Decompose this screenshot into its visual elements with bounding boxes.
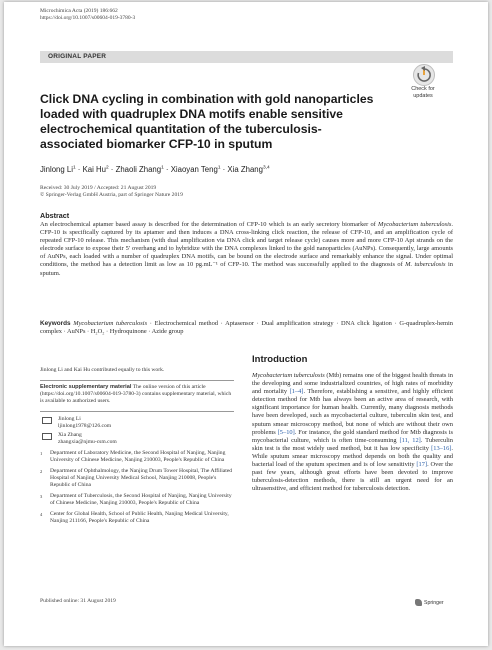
paper-page [4, 2, 488, 646]
springer-horse-icon [415, 599, 422, 606]
keywords [40, 320, 453, 336]
contribution-note: Jinlong Li and Kai Hu contributed equally to this work. [40, 367, 165, 373]
doi-link[interactable]: https://doi.org/10.1007/s00604-019-3780-3 [40, 15, 136, 21]
author-email[interactable]: ljinlong1978@126.com [58, 423, 112, 429]
author-email[interactable]: zhangxia@njmu-csm.com [58, 439, 117, 445]
corresponding-author: Jinlong Li [58, 416, 81, 422]
keywords-label: Keywords [40, 320, 71, 327]
envelope-icon [42, 417, 52, 424]
check-for-updates-badge[interactable] [402, 64, 444, 104]
badge-line1: Check for [411, 86, 435, 92]
corresponding-author: Xia Zhang [58, 432, 82, 438]
copyright-line: © Springer-Verlag GmbH Austria, part of Springer Nature 2019 [40, 192, 183, 199]
correspondence-block [40, 411, 234, 446]
journal-header [40, 8, 135, 22]
badge-line2: updates [413, 92, 433, 99]
citation-link[interactable]: [5–10] [277, 428, 295, 436]
received-accepted: Received: 30 July 2019 / Accepted: 21 August 2019 [40, 185, 157, 191]
author[interactable]: Zhaoli Zhang$^1$ [115, 165, 164, 174]
introduction-body: Mycobacterium tuberculosis (Mtb) remains one of the biggest health threats in the developing and some industrialized countries, of high rates of morbidity and mortality [1–4]. Therefore, establishing a sensitive, and highly efficient detection method for Mtb has always been an active area of research, with significant importance for human health. Currently, many diagnosis methods have been developed, such as mycobacterial culture, tuberculin skin test, and sputum smear microscopy method, but none of which are without their own problems [5–10]. For instance, the gold standard method for Mtb diagnosis is mycobacterial culture, which is often time-consuming [11, 12]. Tuberculin skin test is the most widely used method, but it has low specificity [13–16]. While sputum smear microscopy method depends on both the quality and bacterial load of the sputum specimen and is of low sensitivity [17]. Over the past few years, although great efforts have been devoted to improve tuberculosis-detection methods, there is still an urgent need for an ultrasensitive, and efficient method for tuberculosis detection. [252, 372, 453, 493]
author[interactable]: Xia Zhang$^{3,4}$ [227, 165, 270, 174]
published-online: Published online: 31 August 2019 [40, 598, 116, 604]
affiliation: 3 Department of Tuberculosis, the Second Hospital of Nanjing, Nanjing University of Chinese Medicine, Nanjing 210003, People's Republic of China [40, 493, 232, 506]
front-matter-notes [40, 367, 234, 525]
esm-note: Electronic supplementary material The online version of this article (https://doi.org/10.1007/s00604-019-3780-3) contains supplementary material, which is available to authorized users. [40, 380, 234, 405]
author[interactable]: Jinlong Li$^1$ [40, 165, 76, 174]
abstract-body: An electrochemical aptamer based assay is described for the determination of CFP-10 which is an early secretory biomarker of Mycobacterium tuberculosis. CFP-10 is specifically captured by its aptamer and then induces a DNA cross-linking click reaction, the release of CFP-10, and an amplification cycle of repeated CFP-10 release. This mechanism (with dual amplification via DNA click and target release cycle) causes more and more CFP-10 Apt strands on the electrode surface to expose their 5′ overhang and to hybridize with the DNA complexes linked to the gold nanoparticles (AuNPs). Consequently, large amounts of AuNPs, each loaded with a number of quadruplex DNA motifs, can be bound on the electrode surface and remarkably enhance the signal. Under optimal conditions, the method has a detection limit as low as 10 pg.mL⁻¹ of CFP-10. The method was successfully applied to the diagnosis of M. tuberculosis in sputum. [40, 221, 453, 277]
introduction-heading: Introduction [252, 354, 308, 365]
citation-link[interactable]: [13–16] [431, 444, 452, 452]
envelope-icon [42, 433, 52, 440]
article-dates [40, 185, 183, 199]
citation-link[interactable]: [1–4] [289, 388, 304, 396]
section-label: ORIGINAL PAPER [48, 53, 107, 60]
keyword-list: · Electrochemical method · Aptasensor · Dual amplification strategy · DNA click ligation · G-quadruplex-hemin complex · AuNPs · H₂O₂ · Hydroquinone · Azide group [40, 320, 453, 336]
section-banner [40, 51, 453, 63]
journal-name: Microchimica Acta [40, 8, 83, 14]
author[interactable]: Kai Hu$^2$ [82, 165, 109, 174]
affiliation: 4 Center for Global Health, School of Public Health, Nanjing Medical University, Nanjing 211166, People's Republic of China [40, 511, 229, 524]
affiliation: 2 Department of Ophthalmology, the Nanjing Drum Tower Hospital, The Affiliated Hospital of Nanjing University Medical School, Nanjing 210008, People's Republic of China [40, 468, 233, 488]
affiliation: 1 Department of Laboratory Medicine, the Second Hospital of Nanjing, Nanjing University of Chinese Medicine, Nanjing 210003, People's Republic of China [40, 450, 226, 463]
citation-link[interactable]: [17] [416, 461, 428, 469]
abstract-heading: Abstract [40, 211, 70, 220]
publisher-logo [415, 599, 444, 606]
paper-title: Click DNA cycling in combination with gold nanoparticles loaded with quadruplex DNA motifs enable sensitive electrochemical quantitation of the tuberculosis-associated biomarker CFP-10 in sputum [40, 92, 374, 151]
publisher-name: Springer [424, 599, 444, 606]
journal-volume: (2019) 186:662 [83, 8, 118, 14]
author[interactable]: Xiaoyan Teng$^1$ [170, 165, 221, 174]
citation-link[interactable]: [11, 12] [399, 436, 421, 444]
author-list: Jinlong $Li^1$ · Kai $Hu^2$ · Zhaoli Zhang$^1$ · Xiaoyan Teng$^1$ · Xia Zhang$^{3,4}$ [40, 165, 270, 174]
keyword-italic: Mycobacterium tuberculosis [73, 320, 148, 327]
check-for-updates-icon [413, 64, 435, 86]
